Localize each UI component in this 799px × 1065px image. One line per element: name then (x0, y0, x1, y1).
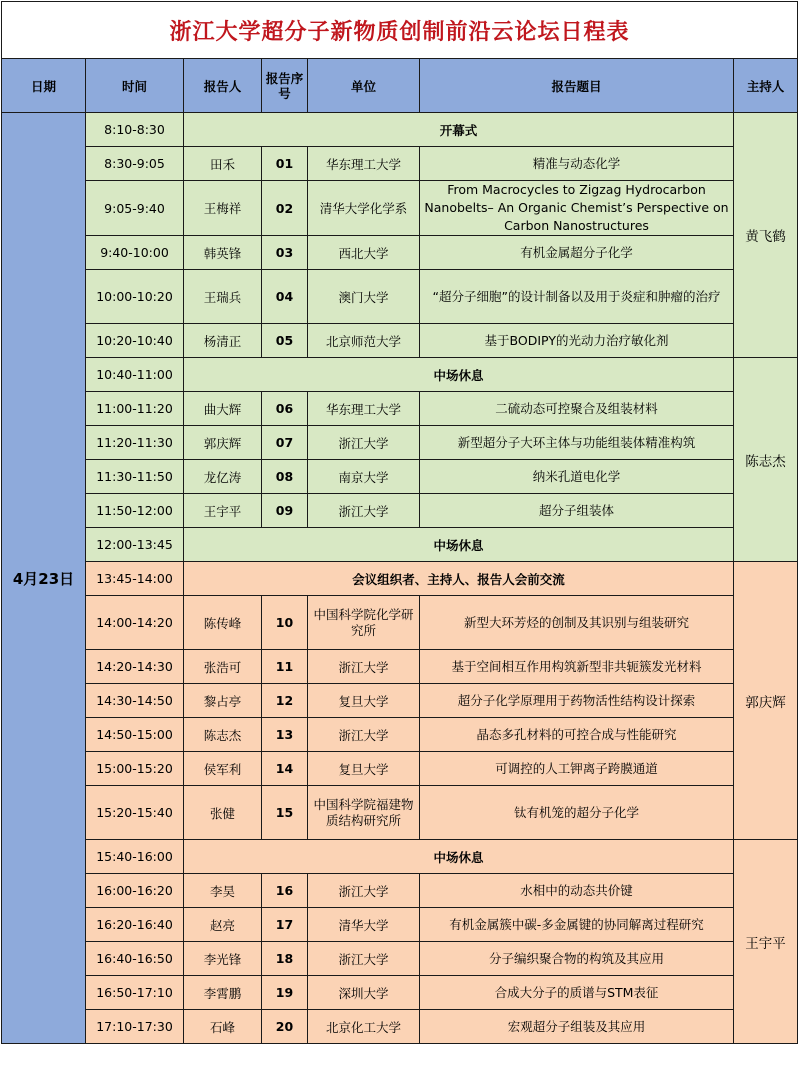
talk-number-cell: 18 (262, 942, 308, 976)
talk-number-cell: 08 (262, 460, 308, 494)
time-cell: 14:30-14:50 (86, 684, 184, 718)
page-title: 浙江大学超分子新物质创制前沿云论坛日程表 (2, 2, 798, 59)
talk-row (2, 236, 798, 270)
speaker-cell: 张健 (184, 786, 262, 840)
talk-row (2, 1010, 798, 1044)
speaker-cell: 张浩可 (184, 650, 262, 684)
talk-row (2, 976, 798, 1010)
talk-row (2, 908, 798, 942)
date-cell: 4月23日 (2, 113, 86, 1044)
affiliation-cell: 清华大学 (308, 908, 420, 942)
header-topic: 报告题目 (420, 59, 734, 113)
affiliation-cell: 浙江大学 (308, 718, 420, 752)
header-speaker: 报告人 (184, 59, 262, 113)
speaker-cell: 韩英锋 (184, 236, 262, 270)
host-cell: 郭庆辉 (734, 562, 798, 840)
speaker-cell: 陈传峰 (184, 596, 262, 650)
topic-cell: 基于BODIPY的光动力治疗敏化剂 (420, 324, 734, 358)
time-cell: 11:50-12:00 (86, 494, 184, 528)
topic-cell: 精准与动态化学 (420, 147, 734, 181)
time-cell: 11:30-11:50 (86, 460, 184, 494)
affiliation-cell: 浙江大学 (308, 426, 420, 460)
topic-cell: 超分子组装体 (420, 494, 734, 528)
talk-row (2, 684, 798, 718)
affiliation-cell: 西北大学 (308, 236, 420, 270)
talk-number-cell: 13 (262, 718, 308, 752)
speaker-cell: 龙亿涛 (184, 460, 262, 494)
speaker-cell: 陈志杰 (184, 718, 262, 752)
affiliation-cell: 澳门大学 (308, 270, 420, 324)
time-cell: 16:00-16:20 (86, 874, 184, 908)
event-cell: 中场休息 (184, 840, 734, 874)
talk-row (2, 324, 798, 358)
affiliation-cell: 复旦大学 (308, 684, 420, 718)
talk-number-cell: 02 (262, 181, 308, 236)
topic-cell: 超分子化学原理用于药物活性结构设计探索 (420, 684, 734, 718)
header-time: 时间 (86, 59, 184, 113)
header-row (2, 59, 798, 113)
time-cell: 16:40-16:50 (86, 942, 184, 976)
break-row (2, 840, 798, 874)
speaker-cell: 赵亮 (184, 908, 262, 942)
time-cell: 16:20-16:40 (86, 908, 184, 942)
talk-number-cell: 10 (262, 596, 308, 650)
break-row (2, 358, 798, 392)
speaker-cell: 王梅祥 (184, 181, 262, 236)
time-cell: 12:00-13:45 (86, 528, 184, 562)
talk-number-cell: 11 (262, 650, 308, 684)
break-row (2, 562, 798, 596)
topic-cell: 钛有机笼的超分子化学 (420, 786, 734, 840)
talk-number-cell: 12 (262, 684, 308, 718)
topic-cell: “超分子细胞”的设计制备以及用于炎症和肿瘤的治疗 (420, 270, 734, 324)
talk-number-cell: 19 (262, 976, 308, 1010)
header-affiliation: 单位 (308, 59, 420, 113)
topic-cell: 纳米孔道电化学 (420, 460, 734, 494)
host-cell: 王宇平 (734, 840, 798, 1044)
speaker-cell: 李霄鹏 (184, 976, 262, 1010)
speaker-cell: 王宇平 (184, 494, 262, 528)
talk-row (2, 270, 798, 324)
talk-row (2, 718, 798, 752)
talk-number-cell: 05 (262, 324, 308, 358)
time-cell: 8:10-8:30 (86, 113, 184, 147)
event-cell: 开幕式 (184, 113, 734, 147)
talk-row (2, 460, 798, 494)
talk-row (2, 874, 798, 908)
topic-cell: 宏观超分子组装及其应用 (420, 1010, 734, 1044)
time-cell: 14:00-14:20 (86, 596, 184, 650)
break-row (2, 113, 798, 147)
topic-cell: 二硫动态可控聚合及组装材料 (420, 392, 734, 426)
time-cell: 9:40-10:00 (86, 236, 184, 270)
event-cell: 会议组织者、主持人、报告人会前交流 (184, 562, 734, 596)
time-cell: 10:00-10:20 (86, 270, 184, 324)
talk-number-cell: 01 (262, 147, 308, 181)
talk-number-cell: 04 (262, 270, 308, 324)
speaker-cell: 侯军利 (184, 752, 262, 786)
time-cell: 15:20-15:40 (86, 786, 184, 840)
speaker-cell: 曲大辉 (184, 392, 262, 426)
talk-row (2, 426, 798, 460)
affiliation-cell: 浙江大学 (308, 874, 420, 908)
speaker-cell: 郭庆辉 (184, 426, 262, 460)
topic-cell: 可调控的人工钾离子跨膜通道 (420, 752, 734, 786)
affiliation-cell: 南京大学 (308, 460, 420, 494)
break-row (2, 528, 798, 562)
time-cell: 15:00-15:20 (86, 752, 184, 786)
topic-cell: 新型大环芳烃的创制及其识别与组装研究 (420, 596, 734, 650)
topic-cell: 分子编织聚合物的构筑及其应用 (420, 942, 734, 976)
affiliation-cell: 清华大学化学系 (308, 181, 420, 236)
talk-row (2, 181, 798, 236)
time-cell: 13:45-14:00 (86, 562, 184, 596)
affiliation-cell: 中国科学院化学研究所 (308, 596, 420, 650)
time-cell: 11:20-11:30 (86, 426, 184, 460)
topic-cell: 有机金属超分子化学 (420, 236, 734, 270)
time-cell: 17:10-17:30 (86, 1010, 184, 1044)
host-cell: 黄飞鹤 (734, 113, 798, 358)
talk-number-cell: 17 (262, 908, 308, 942)
talk-row (2, 942, 798, 976)
affiliation-cell: 复旦大学 (308, 752, 420, 786)
time-cell: 11:00-11:20 (86, 392, 184, 426)
time-cell: 15:40-16:00 (86, 840, 184, 874)
event-cell: 中场休息 (184, 528, 734, 562)
affiliation-cell: 中国科学院福建物质结构研究所 (308, 786, 420, 840)
topic-cell: 有机金属簇中碳-多金属键的协同解离过程研究 (420, 908, 734, 942)
talk-number-cell: 20 (262, 1010, 308, 1044)
talk-row (2, 147, 798, 181)
speaker-cell: 田禾 (184, 147, 262, 181)
talk-number-cell: 14 (262, 752, 308, 786)
topic-cell: 基于空间相互作用构筑新型非共轭簇发光材料 (420, 650, 734, 684)
affiliation-cell: 浙江大学 (308, 650, 420, 684)
time-cell: 14:50-15:00 (86, 718, 184, 752)
time-cell: 8:30-9:05 (86, 147, 184, 181)
affiliation-cell: 北京化工大学 (308, 1010, 420, 1044)
time-cell: 10:20-10:40 (86, 324, 184, 358)
speaker-cell: 石峰 (184, 1010, 262, 1044)
talk-row (2, 650, 798, 684)
affiliation-cell: 北京师范大学 (308, 324, 420, 358)
talk-number-cell: 09 (262, 494, 308, 528)
header-number: 报告序号 (262, 59, 308, 113)
header-host: 主持人 (734, 59, 798, 113)
speaker-cell: 李光锋 (184, 942, 262, 976)
host-cell: 陈志杰 (734, 358, 798, 562)
event-cell: 中场休息 (184, 358, 734, 392)
affiliation-cell: 深圳大学 (308, 976, 420, 1010)
talk-row (2, 494, 798, 528)
talk-row (2, 752, 798, 786)
time-cell: 16:50-17:10 (86, 976, 184, 1010)
talk-number-cell: 07 (262, 426, 308, 460)
speaker-cell: 杨清正 (184, 324, 262, 358)
time-cell: 10:40-11:00 (86, 358, 184, 392)
talk-number-cell: 16 (262, 874, 308, 908)
header-date: 日期 (2, 59, 86, 113)
affiliation-cell: 浙江大学 (308, 942, 420, 976)
schedule-table (1, 1, 798, 1044)
topic-cell: 水相中的动态共价键 (420, 874, 734, 908)
time-cell: 9:05-9:40 (86, 181, 184, 236)
speaker-cell: 王瑞兵 (184, 270, 262, 324)
talk-number-cell: 06 (262, 392, 308, 426)
speaker-cell: 李昊 (184, 874, 262, 908)
time-cell: 14:20-14:30 (86, 650, 184, 684)
talk-row (2, 786, 798, 840)
talk-number-cell: 15 (262, 786, 308, 840)
talk-number-cell: 03 (262, 236, 308, 270)
affiliation-cell: 华东理工大学 (308, 392, 420, 426)
topic-cell: 新型超分子大环主体与功能组装体精准构筑 (420, 426, 734, 460)
topic-cell: 合成大分子的质谱与STM表征 (420, 976, 734, 1010)
topic-cell: From Macrocycles to Zigzag Hydrocarbon Nanobelts– An Organic Chemist’s Perspective on Carbon Nanostructures (420, 181, 734, 236)
speaker-cell: 黎占亭 (184, 684, 262, 718)
talk-row (2, 596, 798, 650)
affiliation-cell: 华东理工大学 (308, 147, 420, 181)
topic-cell: 晶态多孔材料的可控合成与性能研究 (420, 718, 734, 752)
affiliation-cell: 浙江大学 (308, 494, 420, 528)
talk-row (2, 392, 798, 426)
